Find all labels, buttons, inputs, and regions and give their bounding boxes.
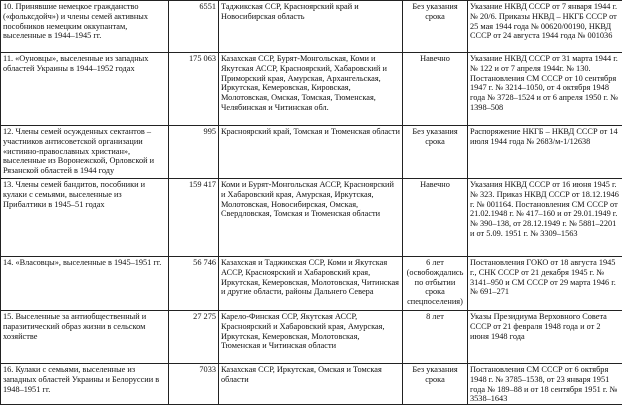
table-row [1, 1, 622, 53]
category-cell: 13. Члены семей бандитов, пособники и кулаки с семьями, выселенные из Прибалтики в 1945–51 годах [1, 179, 169, 257]
term-cell: 8 лет [403, 311, 468, 364]
count-cell: 56 746 [169, 257, 219, 311]
category-cell: 11. «Оуновцы», выселенные из западных областей Украины в 1944–1952 годах [1, 53, 169, 126]
term-cell: Без указания срока [403, 126, 468, 179]
regions-cell: Красноярский край, Томская и Тюменская области [219, 126, 403, 179]
category-cell: 15. Выселенные за антиобщественный и паразитический образ жизни в сельском хозяйстве [1, 311, 169, 364]
table-row [1, 311, 622, 364]
count-cell: 6551 [169, 1, 219, 53]
term-cell: Без указания срока [403, 1, 468, 53]
documents-cell: Распоряжение НКГБ – НКВД СССР от 14 июля 1944 года № 2683/м-1/12638 [468, 126, 622, 179]
category-cell: 14. «Власовцы», выселенные в 1945–1951 гг. [1, 257, 169, 311]
regions-cell: Карело-Финская ССР, Якутская АССР, Красноярский и Хабаровский края, Амурская, Иркутская, Кемеровская, Молотовская, Тюменская и Читинская области [219, 311, 403, 364]
term-cell: Навечно [403, 179, 468, 257]
count-cell: 7033 [169, 364, 219, 405]
regions-cell: Коми и Бурят-Монгольская АССР, Красноярский и Хабаровский края, Амурская, Иркутская, Молотовская, Новосибирская, Омская, Свердловская, Томская и Тюменская области [219, 179, 403, 257]
category-cell: 10. Принявшие немецкое гражданство («фольксдойч») и члены семей активных пособников немецким оккупантам, выселенные в 1944–1945 гг. [1, 1, 169, 53]
table-row [1, 53, 622, 126]
category-cell: 16. Кулаки с семьями, выселенные из западных областей Украины и Белоруссии в 1948–1951 гг. [1, 364, 169, 405]
table-row [1, 257, 622, 311]
table-row [1, 126, 622, 179]
documents-cell: Указание НКВД СССР от 31 марта 1944 г. № 122 и от 7 апреля 1944г. № 130. Постановления СМ СССР от 10 сентября 1947 г. № 3214–1050, от 4 октября 1948 года № 3728–1524 и от 6 апреля 1950 г. № 1398–508 [468, 53, 622, 126]
table-row [1, 364, 622, 405]
category-cell: 12. Члены семей осужденных сектантов – участников антисоветской организации «истинно-православных христиан», выселенные из Воронежской, Орловской и Рязанской областей в 1944 году [1, 126, 169, 179]
count-cell: 27 275 [169, 311, 219, 364]
count-cell: 175 063 [169, 53, 219, 126]
regions-cell: Казахская ССР, Бурят-Монгольская, Коми и Якутская АССР, Красноярский, Хабаровский и Приморский края, Амурская, Архангельская, Иркутская, Кемеровская, Кировская, Молотовская, Омская, Томская, Тюменская, Челябинская и Читинская обл. [219, 53, 403, 126]
documents-cell: Постановления СМ СССР от 6 октября 1948 г. № 3785–1538, от 23 января 1951 года № 189–88 и от 18 сентября 1951 г. № 3538–1643 [468, 364, 622, 405]
count-cell: 159 417 [169, 179, 219, 257]
term-cell: Без указания срока [403, 364, 468, 405]
regions-cell: Таджикская ССР, Красноярский край и Новосибирская область [219, 1, 403, 53]
documents-cell: Указания НКВД СССР от 16 июня 1945 г. № 323. Приказ НКВД СССР от 18.12.1946 г. № 001164. Постановления СМ СССР от 21.02.1948 г. № 417–160 и от 29.01.1949 г. № 390–138, от 28.12.1949 г. № 5881–2201 и от 5.09. 1951 г. № 3309–1563 [468, 179, 622, 257]
term-cell: 6 лет (освобождались по отбытии срока спецпоселения) [403, 257, 468, 311]
regions-cell: Казахская ССР, Иркутская, Омская и Томская области [219, 364, 403, 405]
documents-cell: Указание НКВД СССР от 7 января 1944 г. № 20/6. Приказы НКВД – НКГБ СССР от 25 мая 1944 года № 00620/00190, НКВД СССР от 24 августа 1944 года № 001036 [468, 1, 622, 53]
table-row [1, 179, 622, 257]
documents-cell: Постановления ГОКО от 18 августа 1945 г., СНК СССР от 21 декабря 1945 г. № 3141–950 и СМ СССР от 29 марта 1946 г. № 691–271 [468, 257, 622, 311]
count-cell: 995 [169, 126, 219, 179]
documents-cell: Указы Президиума Верховного Совета СССР от 21 февраля 1948 года и от 2 июня 1948 года [468, 311, 622, 364]
regions-cell: Казахская и Таджикская ССР, Коми и Якутская АССР, Красноярский и Хабаровский края, Иркутская, Кемеровская, Молотовская, Читинская и другие области, районы Дальнего Севера [219, 257, 403, 311]
term-cell: Навечно [403, 53, 468, 126]
